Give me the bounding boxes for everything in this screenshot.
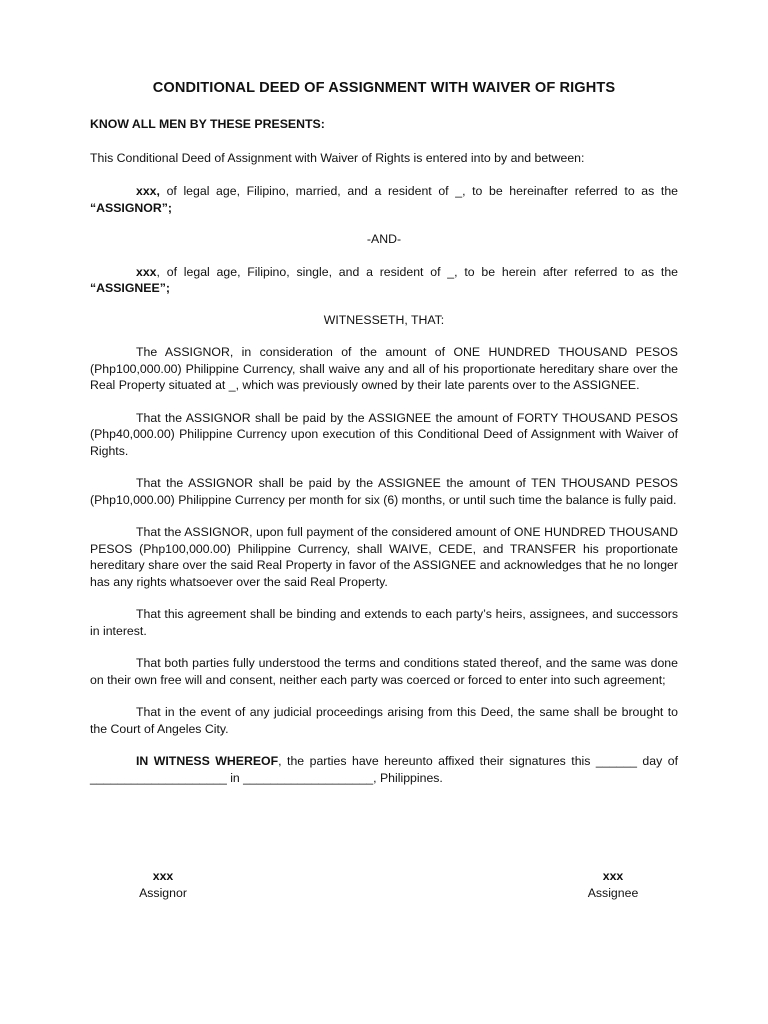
witness-text: , the parties have hereunto affixed their signatures this ______ day of ____________________ in ___________________, Philippines. (90, 754, 678, 785)
assignor-signature-block (128, 868, 198, 902)
clause-paragraph: That the ASSIGNOR shall be paid by the ASSIGNEE the amount of FORTY THOUSAND PESOS (Php40,000.00) Philippine Currency upon execution of this Conditional Deed of Assignment with Waiver of Rights. (90, 410, 678, 458)
assignee-paragraph (90, 264, 678, 297)
clause-paragraph: That this agreement shall be binding and extends to each party’s heirs, assignees, and successors in interest. (90, 607, 678, 638)
assignor-signature-label: Assignor (139, 886, 187, 900)
clause-paragraph: That the ASSIGNOR, upon full payment of the considered amount of ONE HUNDRED THOUSAND PESOS (Php100,000.00) Philippine Currency, shall WAIVE, CEDE, and TRANSFER his proportionate hereditary share over the said Real Property in favor of the ASSIGNEE and acknowledges that he no longer has any rights whatsoever over the said Real Property. (90, 525, 678, 589)
clause-paragraph: That both parties fully understood the terms and conditions stated thereof, and the same was done on their own free will and consent, neither each party was coerced or forced to enter into such agreement; (90, 656, 678, 687)
clause-paragraph: The ASSIGNOR, in consideration of the amount of ONE HUNDRED THOUSAND PESOS (Php100,000.00) Philippine Currency, shall waive any and all of his proportionate hereditary share over the Real Property situated at _, which was previously owned by their late parents over to the ASSIGNEE. (90, 345, 678, 392)
witness-lead: IN WITNESS WHEREOF (136, 754, 279, 768)
assignee-name: xxx (136, 264, 157, 279)
assignee-role: “ASSIGNEE”; (90, 281, 170, 295)
assignor-name: xxx, (136, 184, 160, 198)
assignee-signature-name: xxx (602, 869, 624, 883)
assignor-description: of legal age, Filipino, married, and a resident of _, to be hereinafter referred to as the (159, 184, 678, 198)
witnesseth-heading: WITNESSETH, THAT: (323, 312, 445, 327)
and-separator: -AND- (366, 232, 402, 246)
clause-paragraph: That in the event of any judicial proceedings arising from this Deed, the same shall be brought to the Court of Angeles City. (90, 705, 678, 736)
opening-line: KNOW ALL MEN BY THESE PRESENTS: (90, 117, 325, 131)
document-body (90, 78, 678, 786)
witness-paragraph (90, 753, 678, 786)
assignee-description: , of legal age, Filipino, single, and a resident of _, to be herein after referred to as the (156, 264, 678, 279)
assignor-role: “ASSIGNOR”; (90, 200, 172, 215)
assignor-signature-name: xxx (152, 869, 174, 883)
intro-paragraph: This Conditional Deed of Assignment with Waiver of Rights is entered into by and between: (90, 150, 585, 165)
assignor-paragraph (90, 183, 678, 216)
clause-paragraph: That the ASSIGNOR shall be paid by the ASSIGNEE the amount of TEN THOUSAND PESOS (Php10,000.00) Philippine Currency per month for six (6) months, or until such time the balance is fully paid. (90, 476, 678, 507)
document-title: CONDITIONAL DEED OF ASSIGNMENT WITH WAIVER OF RIGHTS (152, 80, 616, 96)
assignee-signature-label: Assignee (587, 886, 639, 900)
assignee-signature-block (578, 868, 648, 902)
